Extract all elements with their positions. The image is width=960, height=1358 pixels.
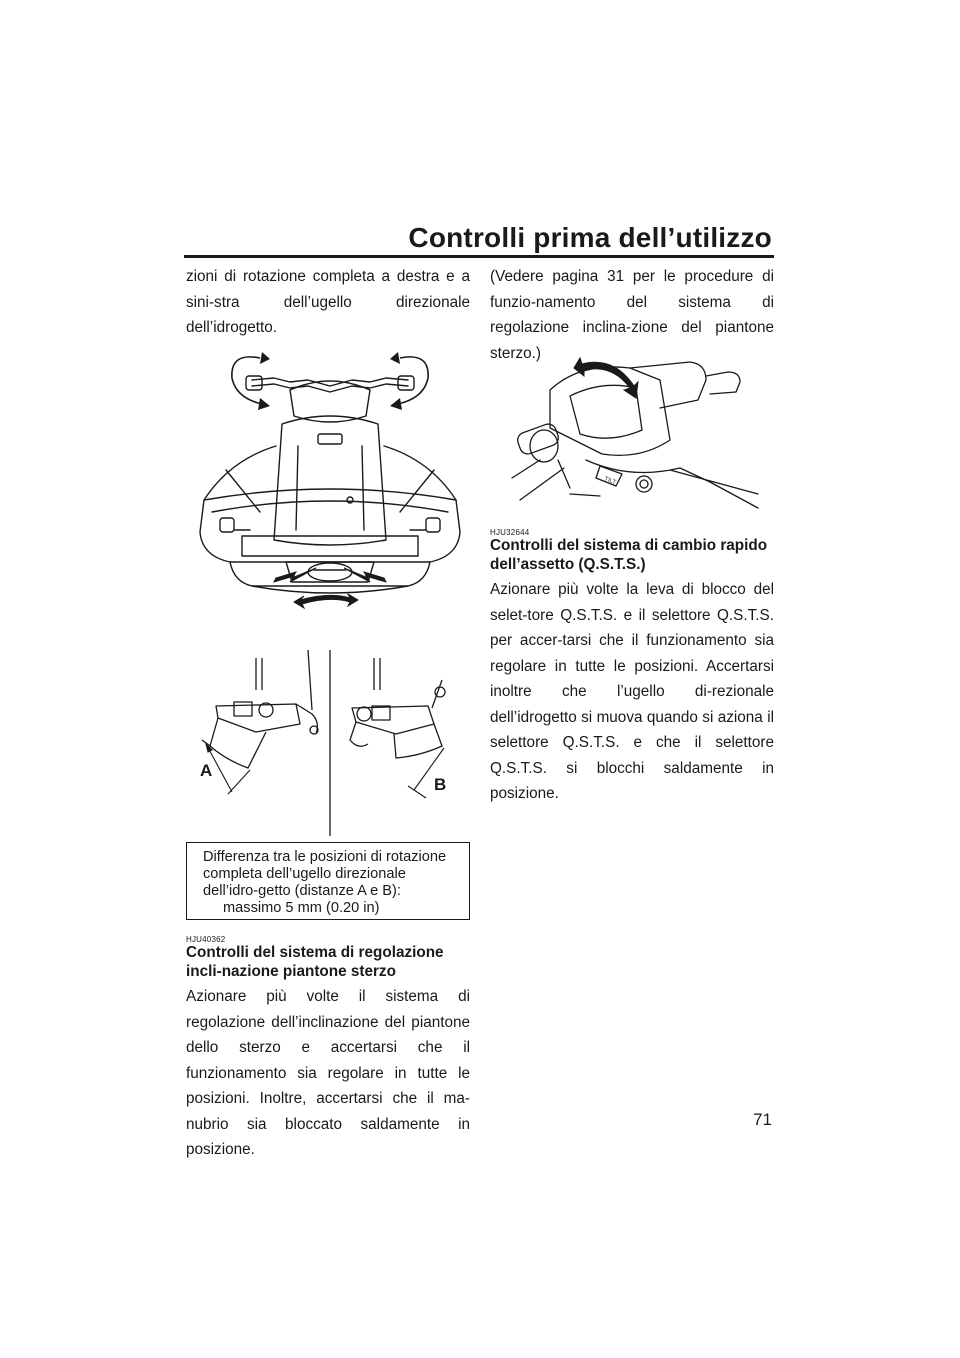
spec-box-value: massimo 5 mm (0.20 in) [223, 900, 380, 916]
section-body-right: Azionare più volte la leva di blocco del selet-tore Q.S.T.S. e il selettore Q.S.T.S. per accer-tarsi che il funzionamento sia regolare in tutte le posizioni. Accertarsi inoltre che l’ugello di-rezionale dell’idrogetto si muova quando si aziona il selettore Q.S.T.S. e che il selettore Q.S.T.S. si blocchi saldamente in posizione. [490, 581, 774, 802]
steering-tilt-illustration [510, 350, 760, 510]
watercraft-rear-illustration [190, 350, 470, 640]
section-body-left: Azionare più volte il sistema di regolazione dell’inclinazione del piantone dello sterzo e accertarsi che il funzionamento sia regolare in tutte le posizioni. Inoltre, accertarsi che il ma-nubrio sia bloccato saldamente in posizione. [186, 988, 470, 1158]
tilt-label: TILT [603, 476, 617, 486]
spec-box [186, 842, 470, 920]
intro-paragraph-left: zioni di rotazione completa a destra e a sini-stra dell’ugello direzionale dell’idrogetto. [186, 268, 470, 336]
intro-paragraph-right: (Vedere pagina 31 per le procedure di funzio-namento del sistema di regolazione inclina-zione del piantone sterzo.) [490, 268, 774, 362]
spec-box-text: Differenza tra le posizioni di rotazione completa dell’ugello direzionale dell’idro-getto (distanze A e B): [203, 849, 447, 899]
section-title-right: Controlli del sistema di cambio rapido dell’assetto (Q.S.T.S.) [490, 537, 768, 573]
section-title-left: Controlli del sistema di regolazione incli-nazione piantone sterzo [186, 944, 444, 980]
title-rule [184, 255, 774, 258]
nozzle-distance-diagram [196, 650, 476, 840]
label-b: B [434, 775, 447, 794]
section-code-right: HJU32644 [490, 528, 530, 537]
section-code-left: HJU40362 [186, 935, 226, 944]
page-title: Controlli prima dell’utilizzo [408, 222, 772, 253]
label-a: A [200, 761, 213, 780]
page-number: 71 [753, 1110, 772, 1129]
